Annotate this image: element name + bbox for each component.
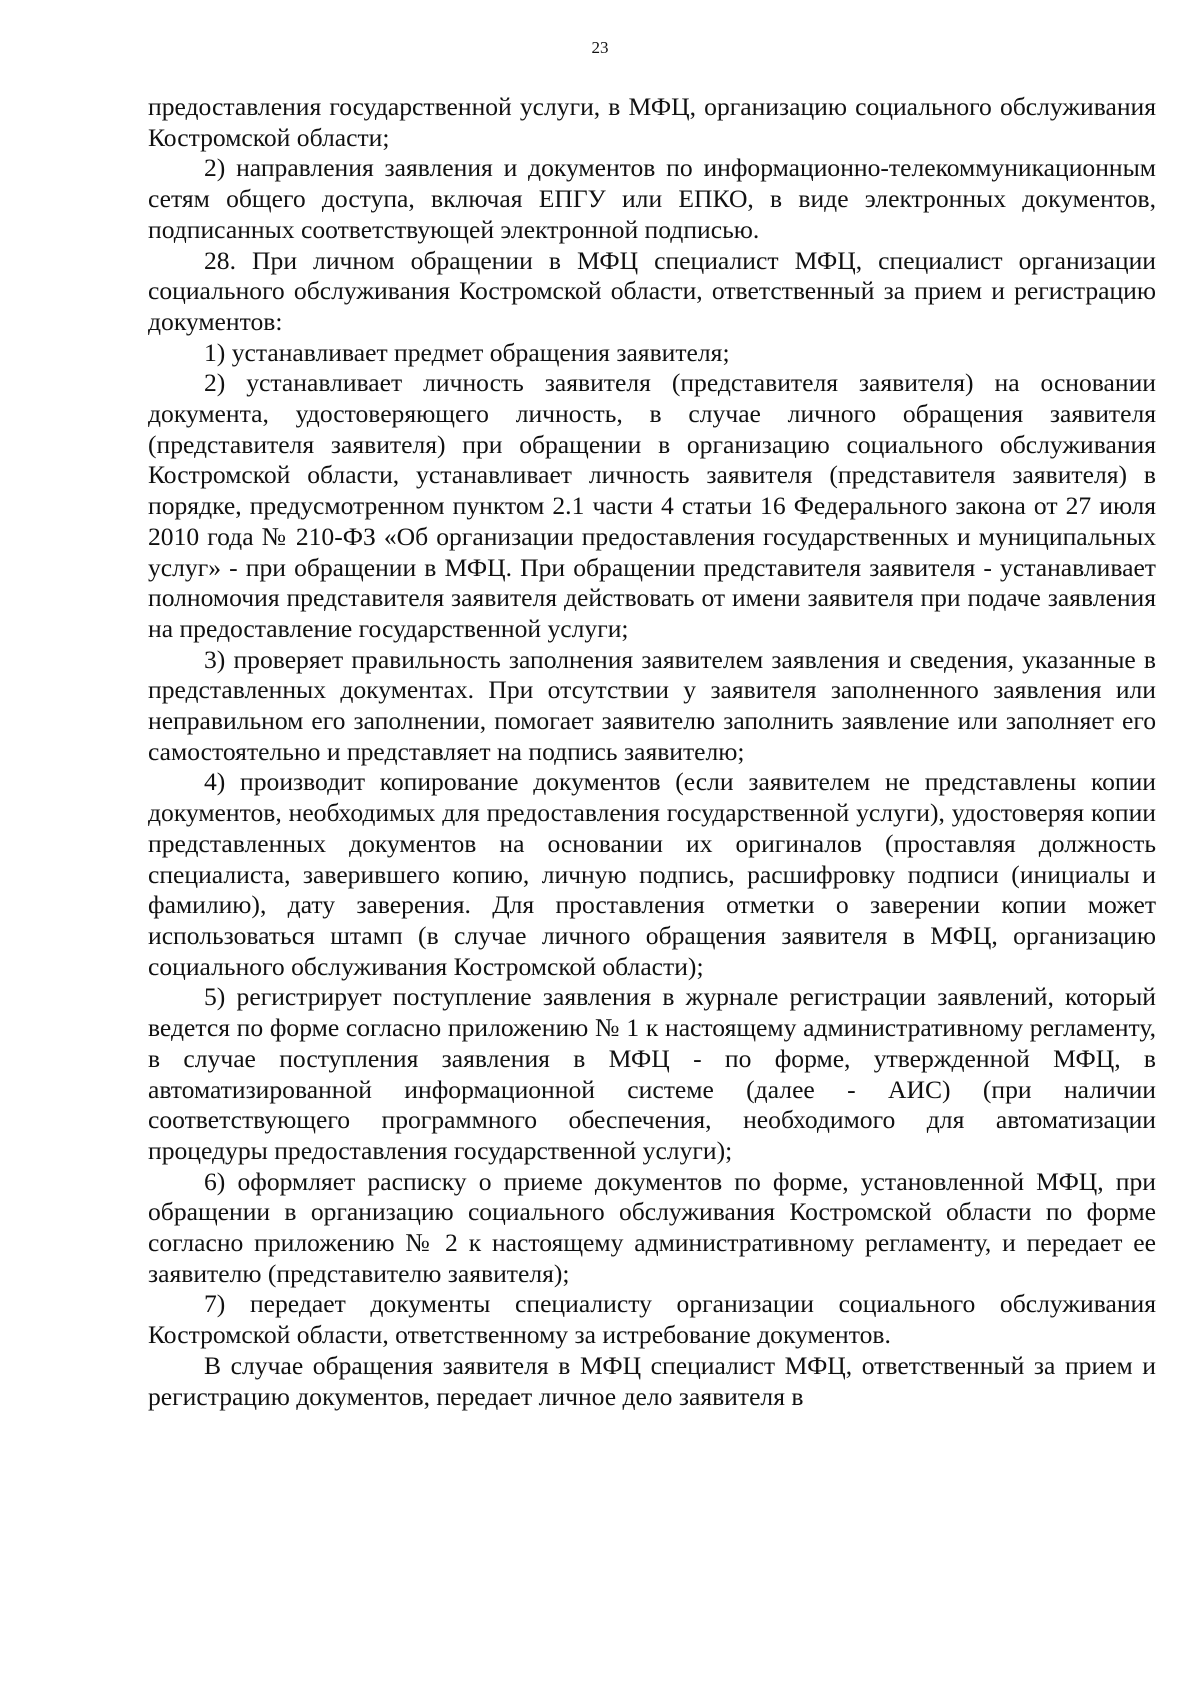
- paragraph: 4) производит копирование документов (если заявителем не представлены копии документов, необходимых для предоставления государственной услуги), удостоверяя копии представленных документов на основании их оригиналов (проставляя должность специалиста, заверившего копию, личную подпись, расшифровку подписи (инициалы и фамилию), дату заверения. Для проставления отметки о заверении копии может использоваться штамп (в случае личного обращения заявителя в МФЦ, организацию социального обслуживания Костромской области);: [148, 767, 1156, 981]
- paragraph: 2) направления заявления и документов по информационно-телекоммуникационным сетям общего доступа, включая ЕПГУ или ЕПКО, в виде электронных документов, подписанных соответствующей электронной подписью.: [148, 153, 1156, 244]
- paragraph: 3) проверяет правильность заполнения заявителем заявления и сведения, указанные в представленных документах. При отсутствии у заявителя заполненного заявления или неправильном его заполнении, помогает заявителю заполнить заявление или заполняет его самостоятельно и представляет на подпись заявителю;: [148, 644, 1156, 766]
- paragraph: 7) передает документы специалисту организации социального обслуживания Костромской области, ответственному за истребование документов.: [148, 1289, 1156, 1350]
- paragraph: 5) регистрирует поступление заявления в журнале регистрации заявлений, который ведется по форме согласно приложению № 1 к настоящему административному регламенту, в случае поступления заявления в МФЦ - по форме, утвержденной МФЦ, в автоматизированной информационной системе (далее - АИС) (при наличии соответствующего программного обеспечения, необходимого для автоматизации процедуры предоставления государственной услуги);: [148, 982, 1156, 1165]
- paragraph: 2) устанавливает личность заявителя (представителя заявителя) на основании документа, удостоверяющего личность, в случае личного обращения заявителя (представителя заявителя) при обращении в организацию социального обслуживания Костромской области, устанавливает личность заявителя (представителя заявителя) в порядке, предусмотренном пунктом 2.1 части 4 статьи 16 Федерального закона от 27 июля 2010 года № 210-ФЗ «Об организации предоставления государственных и муниципальных услуг» - при обращении в МФЦ. При обращении представителя заявителя - устанавливает полномочия представителя заявителя действовать от имени заявителя при подаче заявления на предоставление государственной услуги;: [148, 368, 1156, 643]
- paragraph: 1) устанавливает предмет обращения заявителя;: [204, 337, 730, 367]
- paragraph: предоставления государственной услуги, в МФЦ, организацию социального обслуживания Костромской области;: [148, 92, 1156, 152]
- paragraph: 6) оформляет расписку о приеме документов по форме, установленной МФЦ, при обращении в организацию социального обслуживания Костромской области по форме согласно приложению № 2 к настоящему административному регламенту, и передает ее заявителю (представителю заявителя);: [148, 1166, 1156, 1288]
- page-number: 23: [591, 38, 609, 57]
- paragraph: 28. При личном обращении в МФЦ специалист МФЦ, специалист организации социального обслуживания Костромской области, ответственный за прием и регистрацию документов:: [148, 245, 1156, 336]
- document-body: [148, 92, 1156, 1412]
- paragraph: В случае обращения заявителя в МФЦ специалист МФЦ, ответственный за прием и регистрацию документов, передает личное дело заявителя в: [148, 1350, 1156, 1411]
